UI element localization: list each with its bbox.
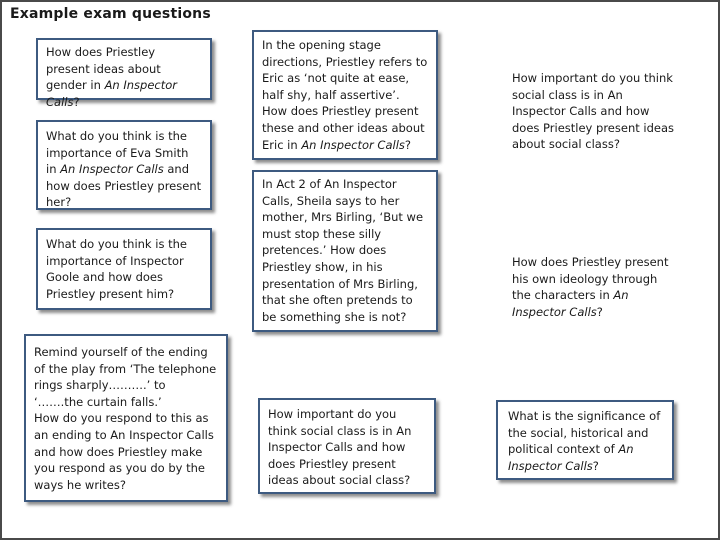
question-card-social-class-1 <box>504 68 688 160</box>
question-text-end: ? <box>73 94 80 109</box>
question-text: In Act 2 of An Inspector Calls, Sheila says to her mother, Mrs Birling, ‘But we must stop these silly pretences.’ How does Priestley show, in his presentation of Mrs Birling, that she often pretends to be something she is not? <box>262 177 424 324</box>
question-card-mrs-birling <box>252 170 438 332</box>
slide-title: Example exam questions <box>10 6 211 22</box>
play-title-italic: An Inspector Calls <box>60 162 164 177</box>
question-text: Remind yourself of the ending of the play from ‘The telephone rings sharply……….’ to ‘…….the curtain falls.’ How do you respond to this as an ending to An Inspector Calls and how does Priestley make you respond as you do by the ways he writes? <box>34 345 217 492</box>
question-text: What is the significance of the social, historical and political context of <box>508 409 661 457</box>
question-text: In the opening stage directions, Priestley refers to Eric as ‘not quite at ease, half shy, half assertive’. How does Priestley present these and other ideas about Eric in <box>262 38 428 152</box>
play-title-italic: An Inspector Calls <box>301 137 405 152</box>
question-card-context <box>496 400 674 480</box>
question-text-end: ? <box>404 137 411 152</box>
question-card-eric <box>252 30 438 160</box>
question-card-social-class-2 <box>258 398 436 494</box>
question-card-inspector-goole <box>36 228 212 310</box>
question-text-end: ? <box>596 304 603 319</box>
question-card-ending <box>24 334 228 502</box>
play-title-italic: An Inspector Calls <box>46 78 178 109</box>
question-text: How does Priestley present his own ideology through the characters in <box>512 255 669 303</box>
question-text: How important do you think social class is in An Inspector Calls and how does Priestley present ideas about social class? <box>268 407 412 488</box>
play-title-italic: An Inspector Calls <box>508 442 634 473</box>
play-title-italic: An Inspector Calls <box>512 288 629 319</box>
question-card-eva-smith <box>36 120 212 210</box>
question-text: What do you think is the importance of Eva Smith in <box>46 129 189 177</box>
question-text-end: and how does Priestley present her? <box>46 162 202 210</box>
question-card-gender <box>36 38 212 109</box>
question-text: How important do you think social class is in An Inspector Calls and how does Priestley present ideas about social class? <box>512 71 674 152</box>
question-card-ideology <box>504 252 684 326</box>
question-text: How does Priestley present ideas about gender in <box>46 45 161 93</box>
question-text: What do you think is the importance of Inspector Goole and how does Priestley present him? <box>46 237 187 301</box>
question-text-end: ? <box>592 458 599 473</box>
